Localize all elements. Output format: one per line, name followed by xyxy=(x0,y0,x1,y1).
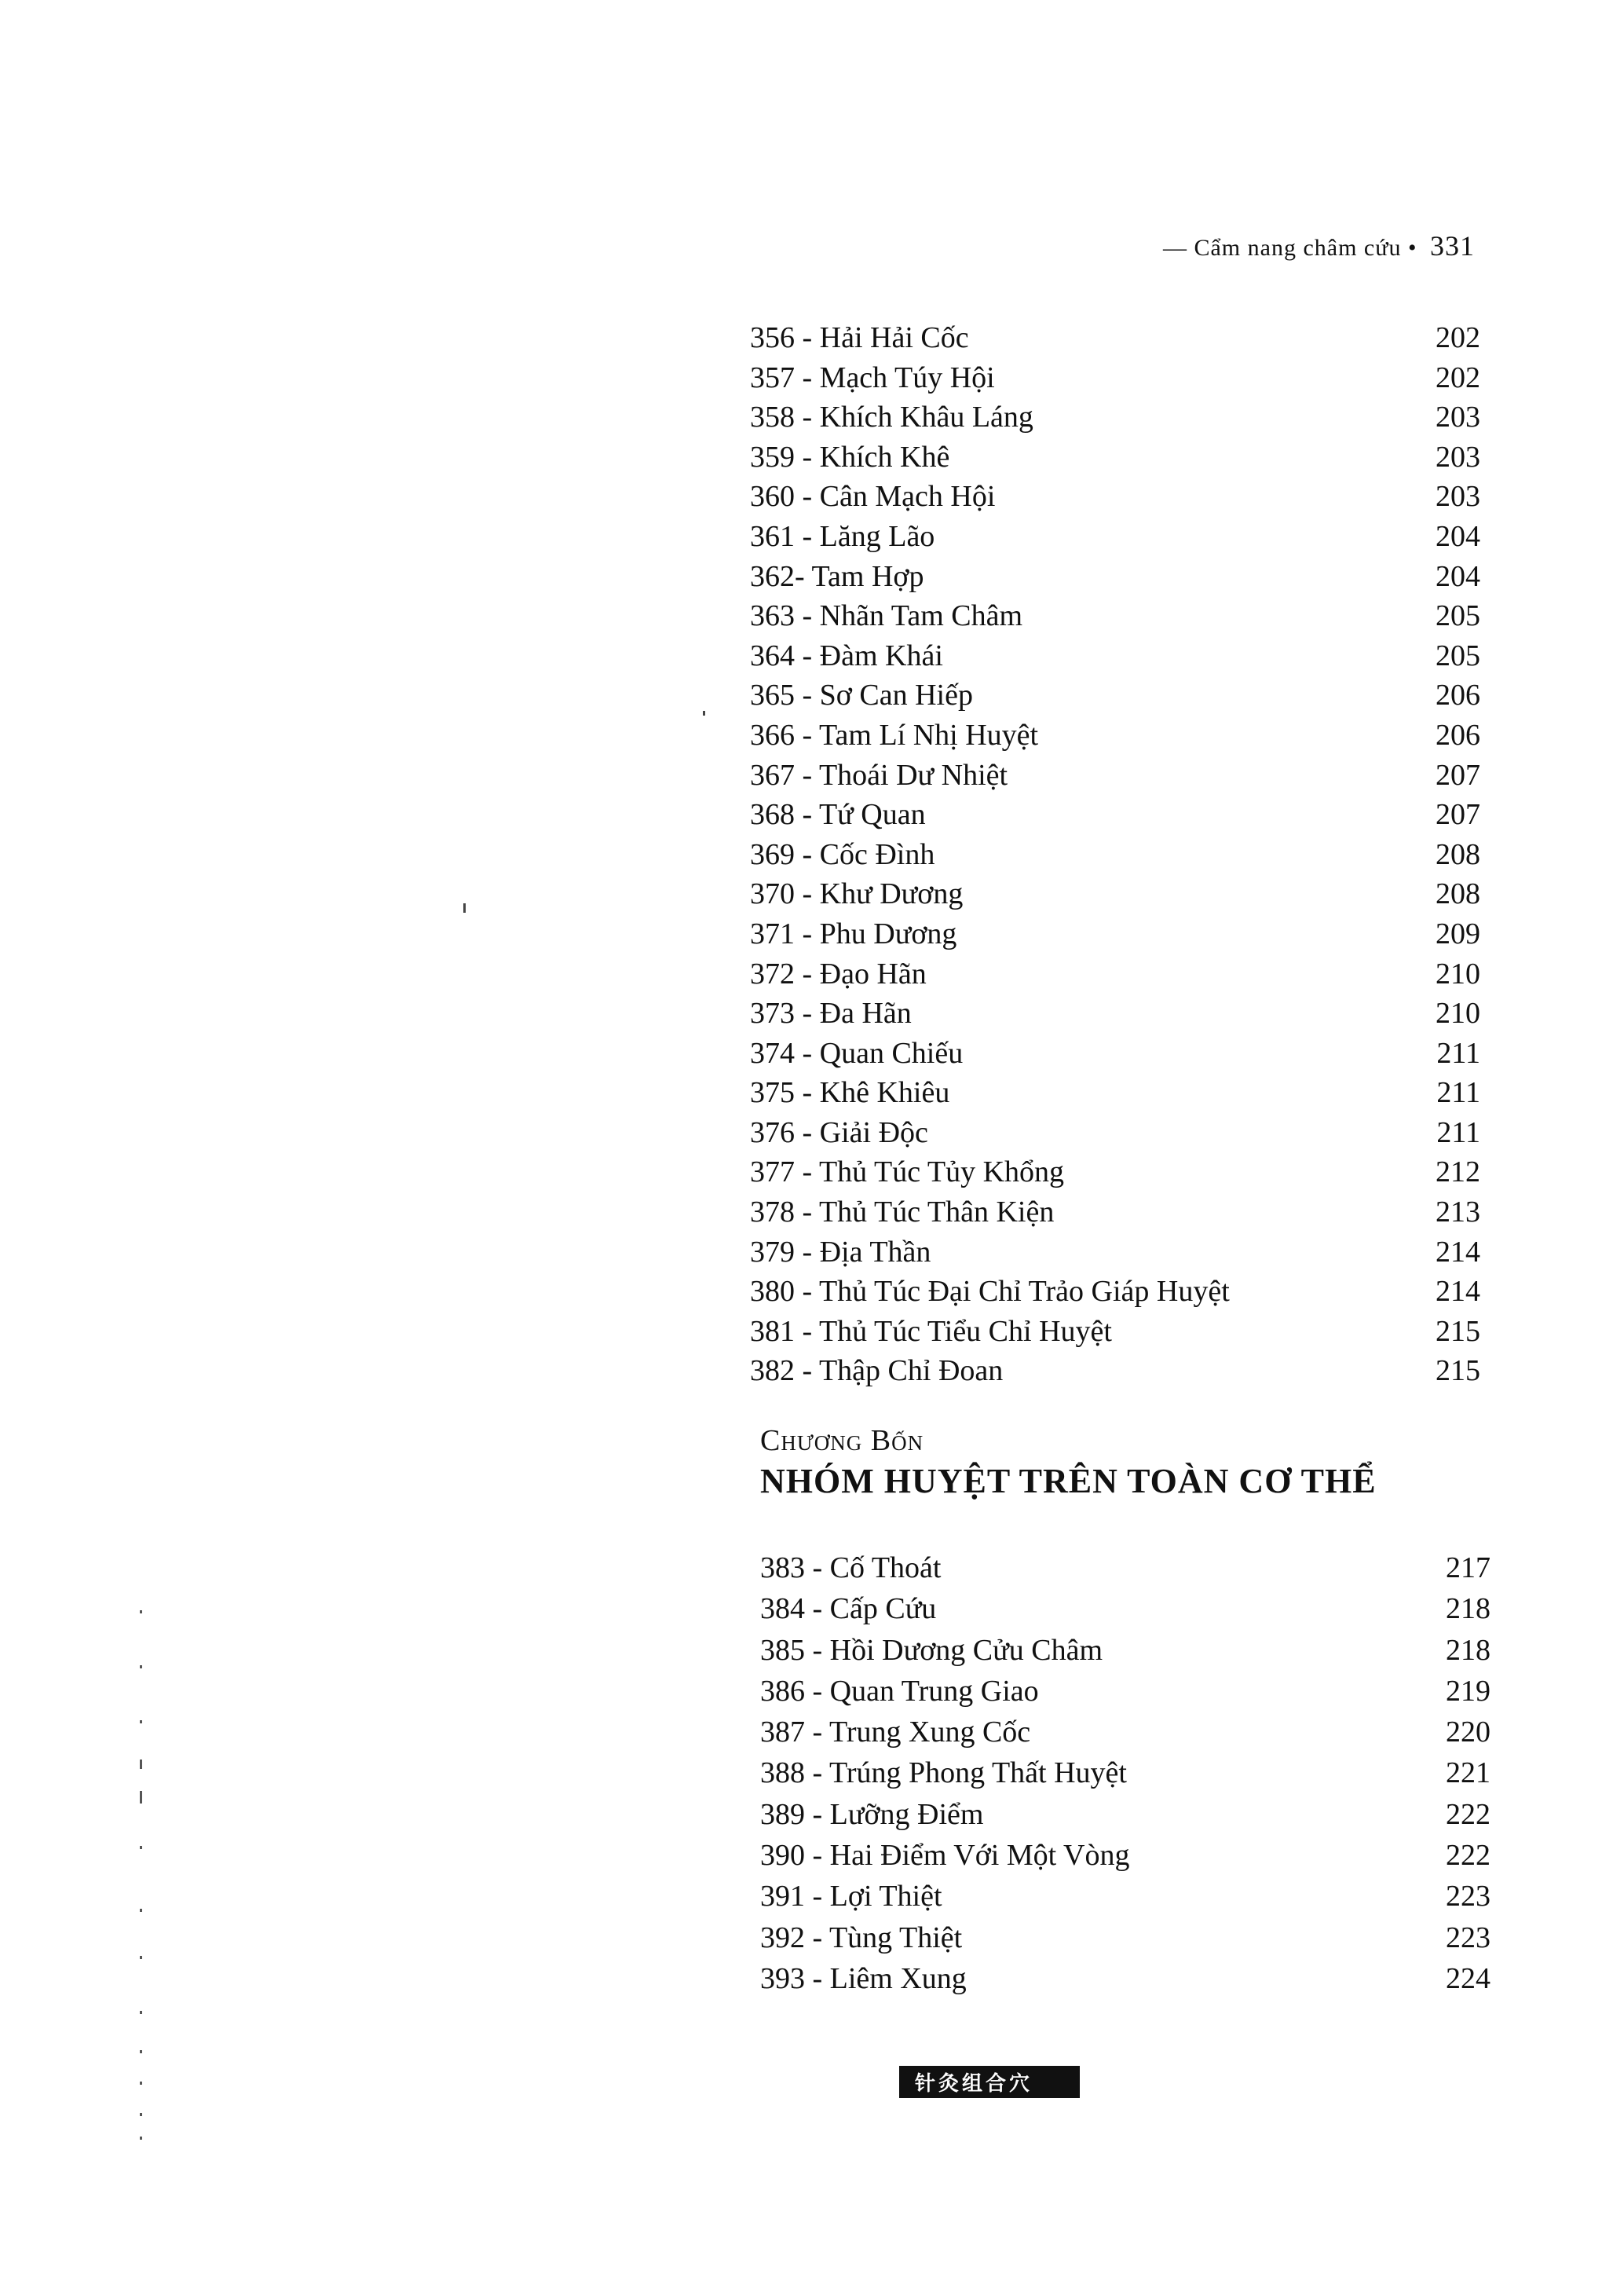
entry-page: 211 xyxy=(1436,1076,1480,1110)
toc-entry xyxy=(750,835,1488,875)
entry-label: 361 - Lăng Lão xyxy=(750,519,935,553)
toc-entry xyxy=(750,1034,1488,1074)
entry-label: 378 - Thủ Túc Thân Kiện xyxy=(750,1196,1055,1229)
toc-list-upper xyxy=(750,318,1488,1391)
toc-entry xyxy=(750,1272,1488,1312)
toc-list-lower xyxy=(760,1547,1498,1999)
toc-entry xyxy=(750,756,1488,796)
entry-page: 203 xyxy=(1436,401,1480,434)
entry-page: 203 xyxy=(1436,440,1480,474)
chapter-title: NHÓM HUYỆT TRÊN TOÀN CƠ THỂ xyxy=(760,1462,1377,1500)
entry-label: 358 - Khích Khâu Láng xyxy=(750,401,1033,434)
entry-label: 372 - Đạo Hãn xyxy=(750,957,927,991)
entry-page: 214 xyxy=(1436,1275,1480,1309)
toc-entry xyxy=(750,1232,1488,1273)
entry-page: 203 xyxy=(1436,480,1480,514)
toc-entry xyxy=(750,477,1488,517)
scan-margin-specks xyxy=(134,1610,149,2144)
toc-entry xyxy=(760,1671,1498,1712)
entry-page: 213 xyxy=(1436,1196,1480,1229)
toc-entry xyxy=(760,1876,1498,1917)
toc-entry xyxy=(760,1547,1498,1588)
toc-entry xyxy=(750,1351,1488,1391)
entry-label: 360 - Cân Mạch Hội xyxy=(750,480,996,514)
entry-page: 220 xyxy=(1446,1716,1490,1749)
entry-label: 370 - Khư Dương xyxy=(750,877,964,911)
entry-label: 368 - Tứ Quan xyxy=(750,798,926,832)
entry-label: 381 - Thủ Túc Tiểu Chỉ Huyệt xyxy=(750,1314,1112,1348)
toc-entry xyxy=(750,557,1488,597)
entry-page: 222 xyxy=(1446,1797,1490,1831)
entry-label: 363 - Nhãn Tam Châm xyxy=(750,599,1023,633)
toc-entry xyxy=(750,874,1488,914)
toc-entry xyxy=(750,517,1488,557)
entry-page: 218 xyxy=(1446,1633,1490,1667)
toc-entry xyxy=(750,1312,1488,1352)
running-header xyxy=(1163,229,1475,262)
toc-entry xyxy=(760,1917,1498,1958)
entry-label: 382 - Thập Chỉ Đoan xyxy=(750,1354,1004,1388)
entry-label: 362- Tam Hợp xyxy=(750,559,924,593)
entry-label: 375 - Khê Khiêu xyxy=(750,1076,950,1110)
entry-label: 391 - Lợi Thiệt xyxy=(760,1880,942,1913)
toc-entry xyxy=(750,1113,1488,1153)
entry-page: 211 xyxy=(1436,1036,1480,1070)
entry-label: 356 - Hải Hải Cốc xyxy=(750,321,969,354)
entry-page: 219 xyxy=(1446,1674,1490,1708)
entry-page: 205 xyxy=(1436,639,1480,672)
entry-page: 208 xyxy=(1436,877,1480,911)
entry-label: 392 - Tùng Thiệt xyxy=(760,1921,963,1954)
entry-page: 202 xyxy=(1436,361,1480,394)
toc-entry xyxy=(760,1794,1498,1835)
toc-entry xyxy=(750,795,1488,835)
entry-page: 209 xyxy=(1436,917,1480,950)
toc-entry xyxy=(750,954,1488,994)
toc-entry xyxy=(750,636,1488,676)
scan-speck xyxy=(703,711,705,716)
toc-entry xyxy=(750,1152,1488,1192)
entry-label: 373 - Đa Hãn xyxy=(750,997,912,1031)
entry-page: 211 xyxy=(1436,1115,1480,1149)
entry-page: 215 xyxy=(1436,1314,1480,1348)
entry-label: 369 - Cốc Đình xyxy=(750,837,935,871)
entry-label: 357 - Mạch Túy Hội xyxy=(750,361,995,394)
toc-entry xyxy=(750,914,1488,954)
toc-entry xyxy=(750,596,1488,636)
entry-label: 390 - Hai Điểm Với Một Vòng xyxy=(760,1839,1130,1873)
chapter-label: Chương Bốn xyxy=(760,1424,924,1457)
entry-page: 207 xyxy=(1436,798,1480,832)
scan-speck xyxy=(463,903,466,913)
toc-entry xyxy=(760,1752,1498,1793)
entry-page: 223 xyxy=(1446,1921,1490,1954)
entry-label: 367 - Thoái Dư Nhiệt xyxy=(750,758,1008,792)
entry-page: 204 xyxy=(1436,559,1480,593)
entry-page: 208 xyxy=(1436,837,1480,871)
header-page-number: 331 xyxy=(1430,230,1475,262)
entry-page: 206 xyxy=(1436,679,1480,712)
footer-banner: 针灸组合穴 xyxy=(899,2066,1080,2098)
entry-label: 364 - Đàm Khái xyxy=(750,639,943,672)
entry-label: 365 - Sơ Can Hiếp xyxy=(750,679,973,712)
entry-label: 377 - Thủ Túc Tủy Khổng xyxy=(750,1155,1065,1189)
toc-entry xyxy=(750,318,1488,358)
toc-entry xyxy=(750,994,1488,1034)
entry-page: 224 xyxy=(1446,1961,1490,1995)
entry-page: 221 xyxy=(1446,1756,1490,1790)
entry-label: 366 - Tam Lí Nhị Huyệt xyxy=(750,718,1039,752)
entry-page: 205 xyxy=(1436,599,1480,633)
toc-entry xyxy=(750,676,1488,716)
entry-label: 388 - Trúng Phong Thất Huyệt xyxy=(760,1756,1127,1790)
entry-label: 387 - Trung Xung Cốc xyxy=(760,1716,1031,1749)
entry-label: 380 - Thủ Túc Đại Chỉ Trảo Giáp Huyệt xyxy=(750,1275,1230,1309)
entry-label: 379 - Địa Thần xyxy=(750,1235,931,1269)
entry-page: 212 xyxy=(1436,1155,1480,1189)
entry-page: 204 xyxy=(1436,519,1480,553)
toc-entry xyxy=(760,1588,1498,1629)
toc-entry xyxy=(750,1192,1488,1232)
entry-page: 210 xyxy=(1436,957,1480,991)
toc-entry xyxy=(750,358,1488,398)
entry-page: 210 xyxy=(1436,997,1480,1031)
toc-entry xyxy=(760,1712,1498,1752)
entry-page: 222 xyxy=(1446,1839,1490,1873)
entry-label: 374 - Quan Chiếu xyxy=(750,1036,964,1070)
entry-page: 202 xyxy=(1436,321,1480,354)
toc-entry xyxy=(760,1835,1498,1876)
entry-page: 215 xyxy=(1436,1354,1480,1388)
entry-label: 393 - Liêm Xung xyxy=(760,1961,967,1995)
entry-label: 389 - Lưỡng Điểm xyxy=(760,1797,984,1831)
toc-entry xyxy=(750,1073,1488,1113)
entry-label: 385 - Hồi Dương Cửu Châm xyxy=(760,1633,1103,1667)
toc-entry xyxy=(750,438,1488,478)
entry-label: 386 - Quan Trung Giao xyxy=(760,1674,1039,1708)
entry-page: 206 xyxy=(1436,718,1480,752)
entry-label: 376 - Giải Độc xyxy=(750,1115,928,1149)
entry-page: 214 xyxy=(1436,1235,1480,1269)
toc-entry xyxy=(750,716,1488,756)
toc-entry xyxy=(750,397,1488,438)
entry-page: 207 xyxy=(1436,758,1480,792)
header-title: — Cẩm nang châm cứu • xyxy=(1162,235,1417,261)
entry-label: 383 - Cố Thoát xyxy=(760,1551,942,1584)
toc-entry xyxy=(760,1630,1498,1671)
entry-page: 217 xyxy=(1446,1551,1490,1584)
entry-label: 371 - Phu Dương xyxy=(750,917,957,950)
toc-entry xyxy=(760,1958,1498,1999)
entry-page: 218 xyxy=(1446,1592,1490,1626)
entry-label: 359 - Khích Khê xyxy=(750,440,950,474)
entry-label: 384 - Cấp Cứu xyxy=(760,1592,937,1626)
entry-page: 223 xyxy=(1446,1880,1490,1913)
